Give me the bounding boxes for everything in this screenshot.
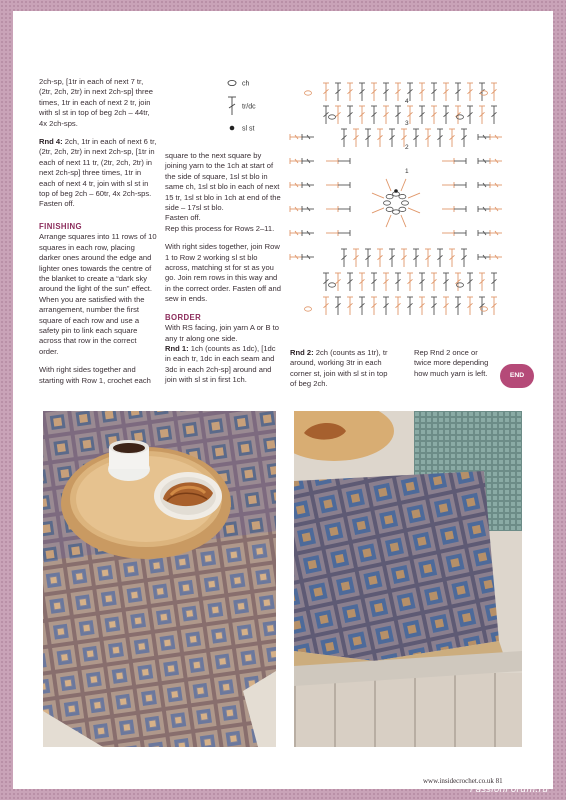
column-1 bbox=[39, 77, 157, 394]
stitch-key bbox=[227, 79, 287, 149]
radial-treble-mark bbox=[386, 215, 391, 227]
pattern-text-rnd3-cont: 2ch-sp, [1tr in each of next 7 tr, (2tr, 2ch, 2tr) in next 2ch-sp] three times, 1tr in each of next 2 tr, join with sl st in top of beg 2ch – 44tr, 4x 2ch-sps. bbox=[39, 77, 153, 128]
chain-mark bbox=[386, 207, 393, 211]
chain-mark bbox=[481, 307, 488, 311]
chain-mark bbox=[305, 307, 312, 311]
chart-row-label-r3: 3 bbox=[405, 120, 409, 127]
radial-treble-mark bbox=[408, 208, 420, 213]
rnd4-text: 2ch, 1tr in each of next 6 tr, (2tr, 2ch, 2tr) in next 2ch-sp, [1tr in each of next 11 tr, (2tr, 2ch, 2tr) in next 2ch-sp] three times, 1tr in each of next 4 tr, join with sl st in top of beg 2ch – 60tr, 4x 2ch-sps. bbox=[39, 137, 157, 199]
chain-mark bbox=[457, 115, 464, 119]
legend-tr: tr/dc bbox=[242, 103, 256, 111]
join-squares-text: square to the next square by joining yarn to the 1ch at start of the side of square, 1sl st blo in same ch, 1sl st blo in each of next 15 tr, 1sl st blo in 1ch at end of the side – 17sl st blo. bbox=[165, 151, 281, 213]
rnd1-body: 1ch (counts as 1dc), [1dc in each tr, 1dc in each seam and 3dc in each 2ch-sp] around and join with sl st in first 1ch. bbox=[165, 343, 276, 385]
radial-treble-mark bbox=[372, 193, 384, 198]
chain-mark bbox=[329, 115, 336, 119]
chart-row-label-r1: 1 bbox=[405, 168, 409, 175]
radial-treble-mark bbox=[372, 208, 384, 213]
chain-mark bbox=[399, 207, 406, 211]
page-footer: www.insidecrochet.co.uk 81 bbox=[423, 777, 503, 785]
chart-row-label-r2: 2 bbox=[405, 144, 409, 151]
magazine-page bbox=[13, 11, 553, 789]
legend-sl: sl st bbox=[242, 125, 255, 133]
blanket-photo-folded bbox=[294, 411, 522, 747]
join-rows-text: With right sides together, join Row 1 to Row 2 working sl st blo across, matching st for st as you go. Join rem rows in this way and in the correct order. Fasten off and sew in ends. bbox=[165, 242, 281, 304]
chain-mark bbox=[393, 210, 400, 214]
chain-mark bbox=[329, 283, 336, 287]
pattern-text-rnd4 bbox=[39, 137, 157, 199]
fasten-off-1: Fasten off. bbox=[39, 199, 75, 209]
blanket-photo-tray bbox=[43, 411, 276, 747]
chain-symbol-icon bbox=[228, 80, 236, 85]
chain-mark bbox=[481, 91, 488, 95]
finishing-text: Arrange squares into 11 rows of 10 squares in each row, placing darker ones around the edge and lighter ones towards the centre of the blanket to create a “dark sky around the light of the sun” effect. When you are satisfied with the arrangement, number the first square of each row and use a safety pin to link each square across that row in the correct order. bbox=[39, 232, 157, 356]
repeat-rows-text: Rep this process for Rows 2–11. bbox=[165, 223, 275, 233]
finishing-heading: FINISHING bbox=[39, 221, 83, 231]
chain-mark bbox=[305, 91, 312, 95]
column-2 bbox=[165, 151, 283, 394]
repeat-rnd2-text: Rep Rnd 2 once or twice more depending how much yarn is left. bbox=[414, 348, 489, 378]
fasten-off-2: Fasten off. bbox=[165, 213, 201, 223]
rnd2-text bbox=[290, 348, 390, 390]
radial-treble-mark bbox=[401, 215, 406, 227]
column-4 bbox=[414, 348, 490, 387]
rnd1-label: Rnd 1: bbox=[165, 343, 189, 353]
chain-mark bbox=[384, 201, 391, 205]
radial-treble-mark bbox=[386, 179, 391, 191]
border-text: With RS facing, join yarn A or B to any tr along one side. bbox=[165, 323, 279, 343]
legend-ch: ch bbox=[242, 80, 250, 88]
slip-stitch-symbol-icon bbox=[230, 126, 235, 131]
crochet-chart bbox=[288, 73, 516, 321]
column-3 bbox=[290, 348, 390, 398]
rnd1-text bbox=[165, 344, 283, 386]
slip-stitch-mark bbox=[394, 189, 398, 193]
radial-treble-mark bbox=[408, 193, 420, 198]
chain-mark bbox=[399, 194, 406, 198]
watermark: PassionForum.ru bbox=[470, 785, 549, 795]
rnd2-body: 2ch (counts as 1tr), tr around, working 3tr in each corner st, join with sl st in top of beg 2ch. bbox=[290, 348, 388, 389]
border-heading: BORDER bbox=[165, 312, 202, 322]
end-badge: END bbox=[500, 364, 534, 388]
chain-mark bbox=[402, 201, 409, 205]
rnd2-label: Rnd 2: bbox=[290, 348, 314, 357]
with-right-sides-text: With right sides together and starting with Row 1, crochet each bbox=[39, 365, 151, 385]
radial-treble-mark bbox=[401, 179, 406, 191]
rnd4-label: Rnd 4: bbox=[39, 137, 63, 147]
chain-mark bbox=[457, 283, 464, 287]
chart-row-label-r4: 4 bbox=[405, 98, 409, 105]
chain-mark bbox=[386, 194, 393, 198]
